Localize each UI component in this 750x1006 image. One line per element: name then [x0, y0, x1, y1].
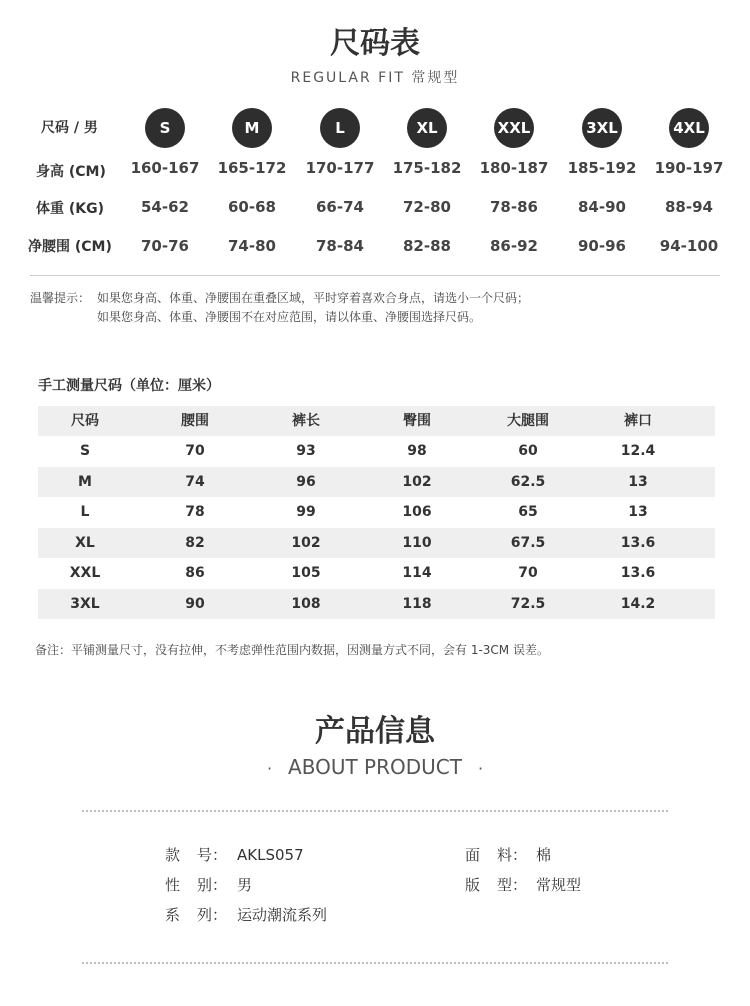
size-badge-3xl: 3XL	[582, 108, 622, 148]
size-cell: 82-88	[403, 237, 451, 255]
size-badge-s: S	[145, 108, 185, 148]
size-badge-xxl: XXL	[494, 108, 534, 148]
row-label-waist: 净腰围 (CM)	[28, 239, 112, 255]
table-cell: 118	[402, 596, 432, 612]
size-cell: 160-167	[130, 159, 200, 177]
table-cell: 105	[291, 565, 321, 581]
table-cell: XXL	[69, 565, 101, 581]
size-cell: 180-187	[479, 159, 549, 177]
table-cell: XL	[75, 535, 95, 551]
table-cell: 98	[407, 443, 427, 459]
size-cell: 165-172	[217, 159, 287, 177]
column-header: 尺码	[71, 413, 99, 429]
spec-label-series: 系 列：	[165, 906, 227, 924]
spec-value-series: 运动潮流系列	[237, 906, 328, 924]
spec-value-gender: 男	[237, 876, 253, 894]
column-header: 臀围	[403, 413, 431, 429]
row-label-weight: 体重 (KG)	[36, 201, 105, 217]
table-row	[38, 467, 715, 497]
table-cell: 108	[291, 596, 321, 612]
spec-value-style-no: AKLS057	[237, 846, 304, 864]
size-cell: 84-90	[578, 198, 626, 216]
product-info-subtitle	[0, 754, 750, 780]
size-header-label: 尺码 / 男	[41, 120, 98, 136]
product-info-title: 产品信息	[315, 714, 435, 749]
table-row	[38, 528, 715, 558]
size-cell: 86-92	[490, 237, 538, 255]
table-cell: 13.6	[620, 565, 656, 581]
separator-dot: ·	[477, 759, 484, 778]
dotted-divider	[82, 962, 668, 964]
spec-label-gender: 性 别：	[165, 876, 227, 894]
table-cell: 70	[518, 565, 538, 581]
size-cell: 60-68	[228, 198, 276, 216]
spec-value-fit: 常规型	[536, 876, 582, 894]
table-cell: 99	[296, 504, 316, 520]
size-cell: 88-94	[665, 198, 713, 216]
size-cell: 70-76	[141, 237, 189, 255]
divider	[30, 275, 720, 276]
spec-value-fabric: 棉	[536, 846, 552, 864]
measurement-title: 手工测量尺码（单位：厘米）	[38, 378, 220, 394]
table-row	[38, 497, 715, 527]
table-row	[38, 589, 715, 619]
size-badge-l: L	[320, 108, 360, 148]
table-cell: 96	[296, 474, 316, 490]
table-cell: S	[79, 443, 91, 459]
table-cell: 3XL	[70, 596, 100, 612]
tip-line-2: 如果您身高、体重、净腰围不在对应范围，请以体重、净腰围选择尺码。	[97, 310, 482, 324]
spec-label-fabric: 面 料：	[465, 846, 527, 864]
table-cell: 90	[185, 596, 205, 612]
table-cell: 12.4	[620, 443, 656, 459]
column-header: 腰围	[181, 413, 209, 429]
spec-label-style-no: 款 号：	[165, 846, 227, 864]
measurement-note: 备注：平铺测量尺寸，没有拉伸，不考虑弹性范围内数据，因测量方式不同，会有 1-3CM 误差。	[35, 643, 549, 657]
size-cell: 185-192	[567, 159, 637, 177]
separator-dot: ·	[266, 759, 273, 778]
size-cell: 175-182	[392, 159, 462, 177]
table-cell: 74	[185, 474, 205, 490]
table-cell: 102	[402, 474, 432, 490]
size-cell: 170-177	[305, 159, 375, 177]
size-cell: 66-74	[316, 198, 364, 216]
table-cell: 102	[291, 535, 321, 551]
size-cell: 78-86	[490, 198, 538, 216]
table-cell: 72.5	[510, 596, 546, 612]
size-badge-m: M	[232, 108, 272, 148]
size-cell: 190-197	[654, 159, 724, 177]
table-cell: L	[80, 504, 90, 520]
size-badge-xl: XL	[407, 108, 447, 148]
table-cell: 114	[402, 565, 432, 581]
tip-prefix: 温馨提示：	[30, 291, 91, 305]
table-row	[38, 436, 715, 466]
size-cell: 90-96	[578, 237, 626, 255]
size-cell: 72-80	[403, 198, 451, 216]
row-label-height: 身高 (CM)	[36, 164, 106, 180]
column-header: 裤口	[624, 413, 652, 429]
table-cell: 78	[185, 504, 205, 520]
tip-line-1: 如果您身高、体重、净腰围在重叠区域，平时穿着喜欢合身点，请选小一个尺码；	[97, 291, 530, 305]
table-cell: 70	[185, 443, 205, 459]
table-cell: 110	[402, 535, 432, 551]
size-chart-title: 尺码表	[330, 26, 420, 61]
size-cell: 78-84	[316, 237, 364, 255]
table-cell: 13	[628, 504, 648, 520]
measurement-header-row	[38, 406, 715, 436]
size-chart-subtitle: REGULAR FIT 常规型	[290, 70, 460, 86]
table-cell: 65	[518, 504, 538, 520]
table-cell: 93	[296, 443, 316, 459]
dotted-divider	[82, 810, 668, 812]
table-cell: 60	[518, 443, 538, 459]
size-cell: 54-62	[141, 198, 189, 216]
column-header: 裤长	[292, 413, 320, 429]
size-cell: 74-80	[228, 237, 276, 255]
table-cell: 13.6	[620, 535, 656, 551]
table-cell: 62.5	[510, 474, 546, 490]
spec-label-fit: 版 型：	[465, 876, 527, 894]
table-cell: M	[78, 474, 92, 490]
table-row	[38, 558, 715, 588]
column-header: 大腿围	[507, 413, 549, 429]
table-cell: 13	[628, 474, 648, 490]
table-cell: 106	[402, 504, 432, 520]
table-cell: 67.5	[510, 535, 546, 551]
size-cell: 94-100	[659, 237, 719, 255]
size-badge-4xl: 4XL	[669, 108, 709, 148]
table-cell: 86	[185, 565, 205, 581]
table-cell: 82	[185, 535, 205, 551]
product-info-subtitle-text: ABOUT PRODUCT	[288, 755, 462, 779]
table-cell: 14.2	[620, 596, 656, 612]
